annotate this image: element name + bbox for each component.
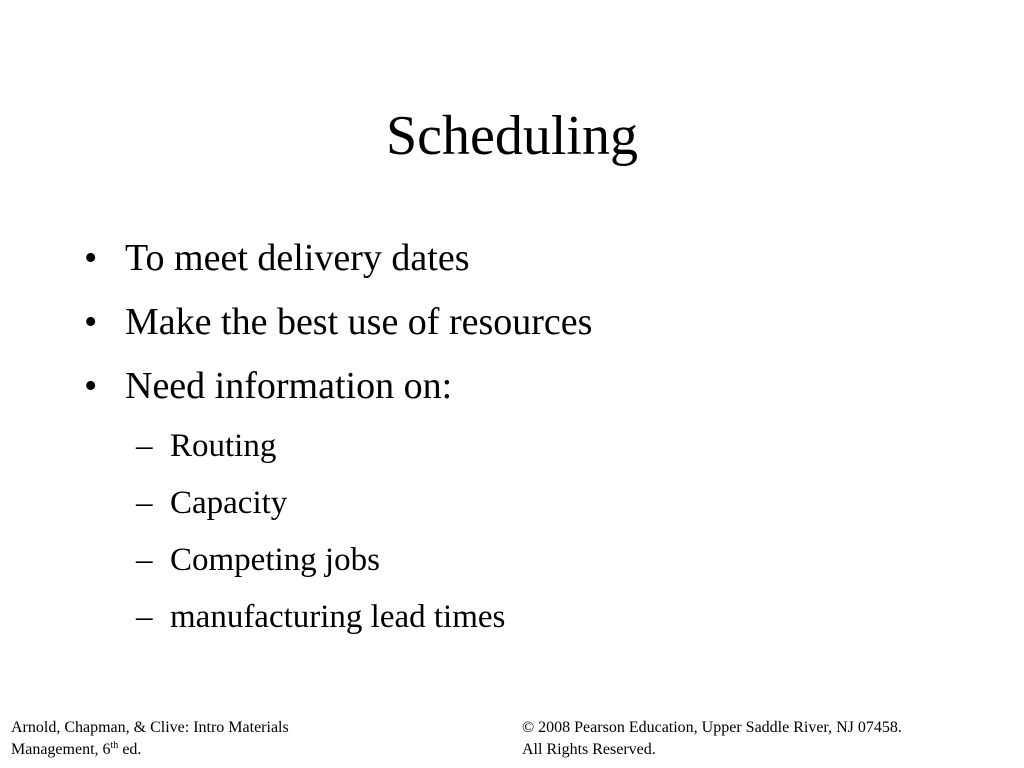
dash-marker: –	[136, 428, 153, 464]
footer-citation-line2	[11, 739, 431, 761]
sub-bullet-text: manufacturing lead times	[170, 599, 506, 635]
bullet-item	[84, 354, 964, 418]
bullet-marker: •	[84, 365, 98, 407]
sub-bullet-text: Routing	[170, 428, 277, 464]
bullet-text: To meet delivery dates	[125, 237, 470, 279]
bullet-text: Make the best use of resources	[125, 301, 593, 343]
bullet-item	[84, 290, 964, 354]
footer-edition-text: Management, 6	[11, 741, 111, 758]
sub-bullet-list	[84, 418, 964, 646]
sub-bullet-item	[84, 475, 964, 532]
footer-edition-suffix: ed.	[118, 741, 142, 758]
sub-bullet-text: Competing jobs	[170, 542, 380, 578]
footer-copyright	[522, 717, 1012, 761]
bullet-text: Need information on:	[125, 365, 453, 407]
dash-marker: –	[136, 485, 153, 521]
bullet-item	[84, 226, 964, 290]
bullet-marker: •	[84, 237, 98, 279]
sub-bullet-group	[84, 418, 964, 646]
sub-bullet-item	[84, 418, 964, 475]
sub-bullet-text: Capacity	[170, 485, 288, 521]
footer-citation	[11, 717, 431, 761]
bullet-list	[84, 226, 964, 646]
footer-copyright-line2: All Rights Reserved.	[522, 741, 656, 758]
sub-bullet-item	[84, 589, 964, 646]
bullet-marker: •	[84, 301, 98, 343]
slide-title: Scheduling	[386, 105, 638, 167]
sub-bullet-item	[84, 532, 964, 589]
footer-citation-line1: Arnold, Chapman, & Clive: Intro Materials	[11, 719, 289, 736]
dash-marker: –	[136, 599, 153, 635]
footer-copyright-line1: © 2008 Pearson Education, Upper Saddle River, NJ 07458.	[522, 719, 902, 736]
footer-edition-superscript: th	[110, 740, 119, 751]
dash-marker: –	[136, 542, 153, 578]
